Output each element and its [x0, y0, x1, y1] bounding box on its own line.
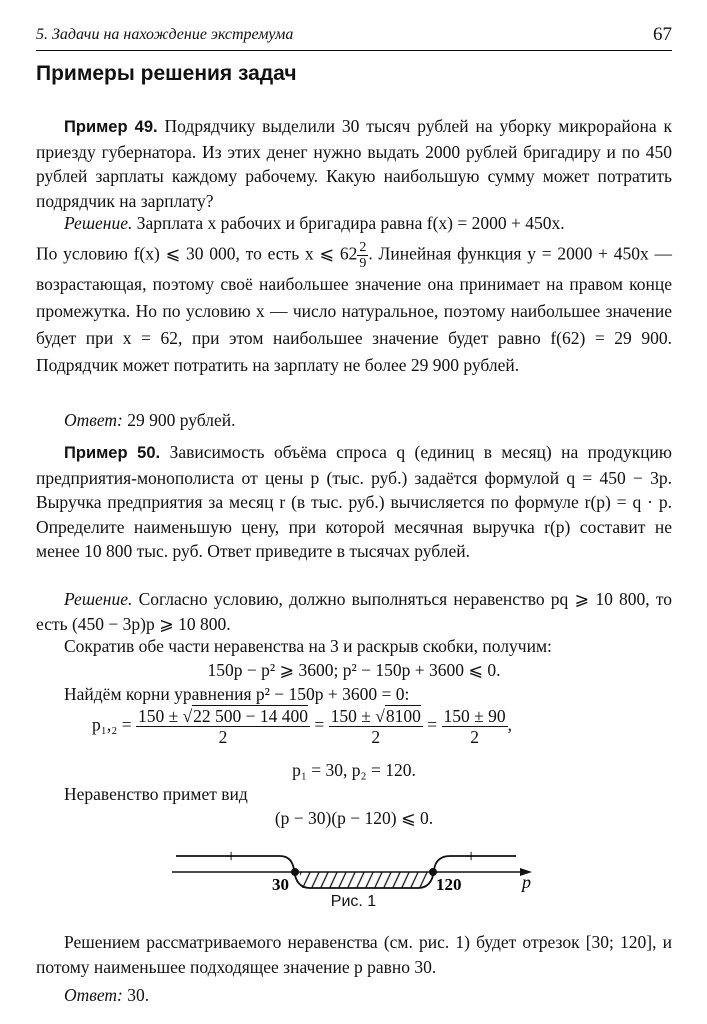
- point-30-label: 30: [272, 875, 289, 894]
- example-49-answer: [36, 408, 672, 433]
- example-50-label: Пример 50.: [64, 444, 161, 462]
- solution-text-1: Зарплата x рабочих и бригадира равна f(x) = 2000 + 450x.: [136, 213, 565, 233]
- example-50-statement: [36, 440, 672, 564]
- example-50-text: Зависимость объёма спроса q (единиц в месяц) на продукцию предприятия-монополиста от цены p (тыс. руб.) задаётся формулой q = 450 − 3p. Выручка предприятия за месяц r (в тыс. руб.) вычисляется по формуле r(p) = q · p. Определите наименьшую цену, при которой месячная выручка r(p) составит не менее 10 800 тыс. руб. Ответ приведите в тысячах рублей.: [36, 442, 672, 561]
- roots-eq-1: =: [314, 714, 325, 735]
- roots-f2-den: 2: [371, 727, 381, 747]
- right-sign: +: [466, 846, 477, 866]
- roots-fraction-1: $\frac{150 \pm √22 500 - 14 400}{2}$: [137, 706, 309, 747]
- roots-f2-sqrt: 8100: [385, 706, 421, 726]
- solution-label-50: Решение.: [64, 589, 133, 609]
- roots-f3-num: 150 ± 90: [443, 706, 506, 726]
- conclusion: Решением рассматриваемого неравенства (см. рис. 1) будет отрезок [30; 120], и потому наименьшее подходящее значение p равно 30.: [36, 932, 672, 977]
- running-head: [36, 24, 672, 51]
- roots-values: p₁ = 30, p₂ = 120.: [292, 760, 416, 780]
- roots-fraction-2: $\frac{150 \pm √8100}{2}$: [330, 706, 421, 747]
- section-title: Примеры решения задач: [36, 62, 297, 85]
- example-49-label: Пример 49.: [64, 118, 158, 136]
- axis-label: p: [522, 872, 531, 892]
- roots-lhs: p₁,₂ =: [92, 714, 132, 735]
- example-49-text: Подрядчику выделили 30 тысяч рублей на уборку микрорайона к приезду губернатора. Из этих денег нужно выдать 2000 рублей бригадиру и по 450 рублей зарплаты каждому рабочему. Какую наибольшую сумму может потратить подрядчик на зарплату?: [36, 116, 673, 211]
- answer-label: Ответ:: [64, 410, 123, 430]
- fraction-numerator: 2: [359, 240, 367, 255]
- roots-eq-2: =: [427, 714, 438, 735]
- example-49-solution-body: [36, 240, 672, 379]
- roots-f2-num-a: 150 ±: [330, 706, 376, 726]
- chapter-title: 5. Задачи на нахождение экстремума: [36, 26, 294, 43]
- point-120-label: 120: [436, 875, 462, 894]
- equation-3: (p − 30)(p − 120) ⩽ 0.: [274, 808, 434, 828]
- step-1: Сократив обе части неравенства на 3 и раскрыв скобки, получим:: [64, 636, 552, 656]
- roots-f1-den: 2: [218, 727, 228, 747]
- answer-text-50: 30.: [127, 985, 150, 1005]
- example-50-answer: [36, 983, 672, 1008]
- solution-label: Решение.: [64, 213, 133, 233]
- roots-end: ,: [507, 714, 512, 735]
- answer-label-50: Ответ:: [64, 985, 123, 1005]
- fraction-2-9: [357, 240, 368, 271]
- page-number: 67: [653, 24, 672, 45]
- sign-chart-figure: [160, 838, 540, 894]
- solution-text-2b: . Линейная функция y = 2000 + 450x — возрастающая, поэтому своё наибольшее значение она принимает на правом конце промежутка. Но по условию x — число натуральное, поэтому наибольшее значение будет при x = 62, при этом наибольшее значение будет равно f(62) = 29 900. Подрядчик может потратить на зарплату не более 29 900 рублей.: [36, 243, 673, 375]
- roots-f1-sqrt: 22 500 − 14 400: [193, 706, 309, 726]
- example-50-solution: [36, 587, 672, 636]
- roots-f1-num-a: 150 ±: [137, 706, 183, 726]
- example-49-statement: [36, 114, 672, 213]
- solution-text-2a: По условию f(x) ⩽ 30 000, то есть x ⩽ 62: [36, 243, 358, 264]
- solution-hatch: [300, 872, 428, 888]
- fraction-denominator: 9: [359, 256, 367, 271]
- roots-f3-den: 2: [470, 727, 479, 747]
- figure-caption: Рис. 1: [330, 893, 377, 910]
- left-sign: +: [226, 846, 237, 866]
- point-30: [291, 868, 299, 876]
- roots-formula: [92, 706, 652, 747]
- solution-50-text-1: Согласно условию, должно выполняться неравенство pq ⩾ 10 800, то есть (450 − 3p)p ⩾ 10 800.: [36, 589, 672, 634]
- answer-text: 29 900 рублей.: [127, 410, 236, 430]
- equation-1: 150p − p² ⩾ 3600; p² − 150p + 3600 ⩽ 0.: [207, 660, 501, 680]
- roots-fraction-3: [442, 706, 508, 747]
- step-3: Неравенство примет вид: [64, 784, 248, 804]
- step-2: Найдём корни уравнения p² − 150p + 3600 = 0:: [64, 684, 410, 704]
- example-49-solution-line: [36, 211, 672, 236]
